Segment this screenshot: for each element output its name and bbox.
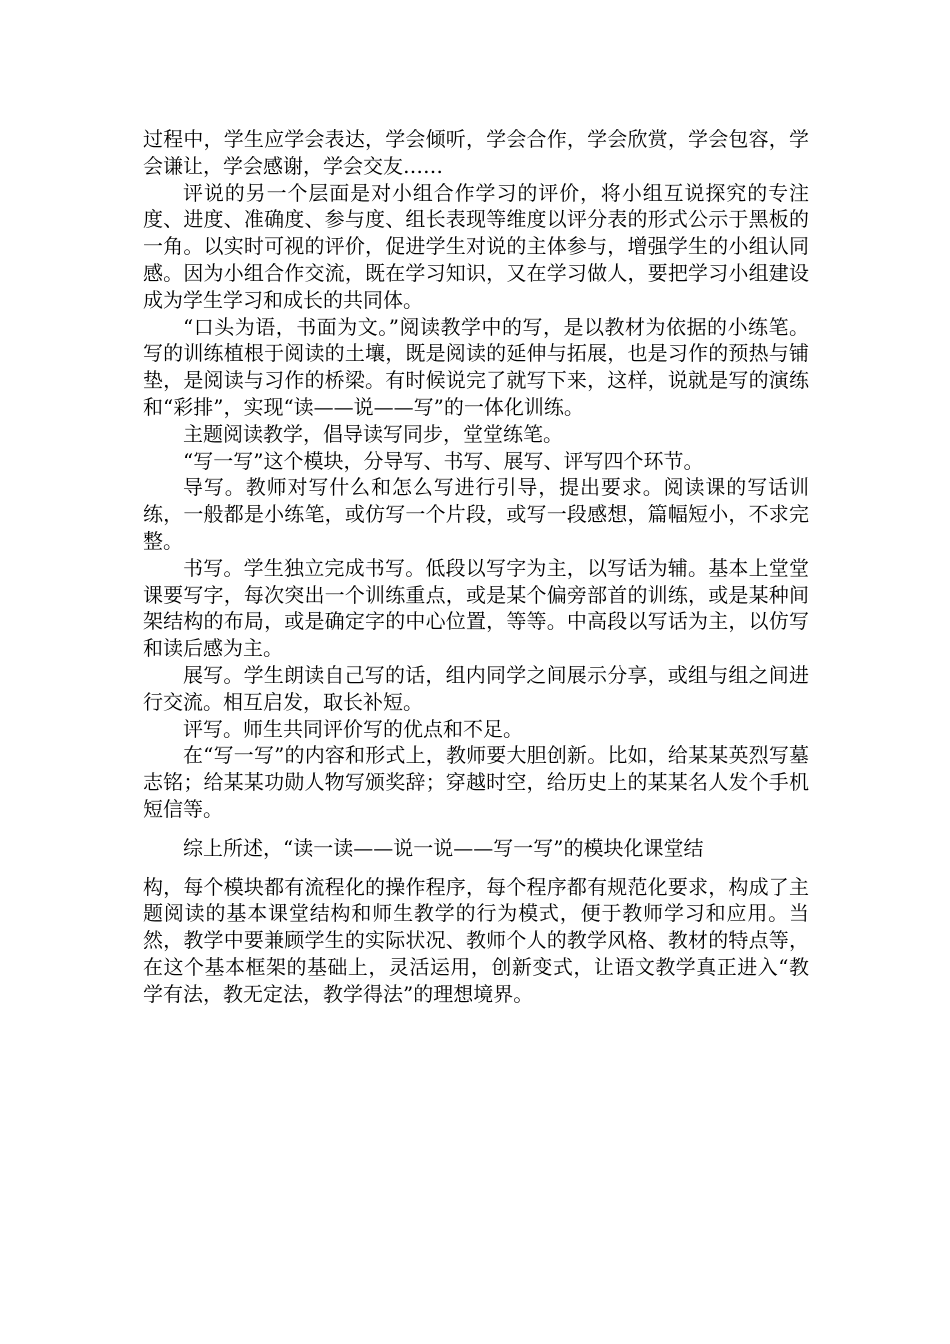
paragraph-5: “写一写”这个模块，分导写、书写、展写、评写四个环节。 — [183, 448, 704, 473]
paragraph-10: 在“写一写”的内容和形式上，教师要大胆创新。比如，给某某英烈写墓志铭；给某某功勋人物写颁奖辞；穿越时空，给历史上的某某名人发个手机短信等。 — [143, 743, 809, 821]
paragraph-7: 书写。学生独立完成书写。低段以写字为主，以写话为辅。基本上堂堂课要写字，每次突出一个训练重点，或是某个偏旁部首的训练，或是某种间架结构的布局，或是确定字的中心位置，等等。中高段以写话为主，以仿写和读后感为主。 — [143, 555, 809, 661]
paragraph-9: 评写。师生共同评价写的优点和不足。 — [183, 716, 523, 741]
paragraph-6: 导写。教师对写什么和怎么写进行引导，提出要求。阅读课的写话训练，一般都是小练笔，或仿写一个片段，或写一段感想，篇幅短小，不求完整。 — [143, 475, 809, 553]
paragraph-1: 过程中，学生应学会表达，学会倾听，学会合作，学会欣赏，学会包容，学会谦让，学会感谢，学会交友…… — [143, 127, 809, 178]
paragraph-11: 综上所述，“读一读——说一说——写一写”的模块化课堂结 — [183, 835, 704, 860]
body-text — [143, 126, 809, 1008]
paragraph-3: “口头为语，书面为文。”阅读教学中的写，是以教材为依据的小练笔。写的训练植根于阅读的土壤，既是阅读的延伸与拓展，也是习作的预热与铺垫，是阅读与习作的桥梁。有时候说完了就写下来，这样，说就是写的演练和“彩排”，实现“读——说——写”的一体化训练。 — [143, 314, 809, 419]
paragraph-4: 主题阅读教学，倡导读写同步，堂堂练笔。 — [183, 421, 563, 446]
paragraph-8: 展写。学生朗读自己写的话，组内同学之间展示分享，或组与组之间进行交流。相互启发，取长补短。 — [143, 662, 809, 714]
paragraph-2: 评说的另一个层面是对小组合作学习的评价，将小组互说探究的专注度、进度、准确度、参与度、组长表现等维度以评分表的形式公示于黑板的一角。以实时可视的评价，促进学生对说的主体参与，增强学生的小组认同感。因为小组合作交流，既在学习知识，又在学习做人，要把学习小组建设成为学生学习和成长的共同体。 — [143, 180, 809, 312]
paragraph-12: 构，每个模块都有流程化的操作程序，每个程序都有规范化要求，构成了主题阅读的基本课堂结构和师生教学的行为模式，便于教师学习和应用。当然，教学中要兼顾学生的实际状况、教师个人的教学风格、教材的特点等，在这个基本框架的基础上，灵活运用，创新变式，让语文教学真正进入“教学有法，教无定法，教学得法”的理想境界。 — [143, 874, 809, 1006]
